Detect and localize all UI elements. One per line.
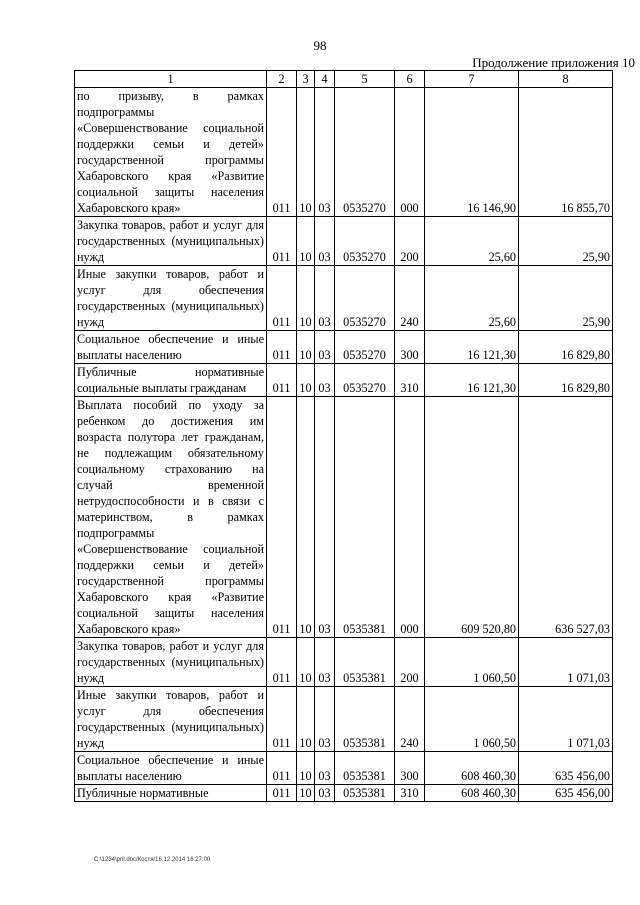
table-row <box>75 266 613 331</box>
code-expense-type: 200 <box>395 217 425 266</box>
amount-col8: 16 855,70 <box>519 88 613 217</box>
item-name: Публичные нормативные <box>75 785 267 802</box>
code-expense-type: 240 <box>395 687 425 752</box>
code-expense-type: 200 <box>395 638 425 687</box>
code-target: 0535270 <box>335 364 395 397</box>
code-target: 0535270 <box>335 266 395 331</box>
item-name: Социальное обеспечение и иные выплаты населению <box>75 752 267 785</box>
code-subsection: 03 <box>315 397 335 638</box>
amount-col7: 609 520,80 <box>425 397 519 638</box>
amount-col7: 1 060,50 <box>425 687 519 752</box>
code-section: 10 <box>297 638 315 687</box>
code-target: 0535270 <box>335 331 395 364</box>
code-subsection: 03 <box>315 88 335 217</box>
item-name: Социальное обеспечение и иные выплаты населению <box>75 331 267 364</box>
amount-col8: 16 829,80 <box>519 364 613 397</box>
code-ministry: 011 <box>267 785 297 802</box>
code-expense-type: 000 <box>395 88 425 217</box>
amount-col7: 608 460,30 <box>425 752 519 785</box>
appendix-caption: Продолжение приложения 10 <box>472 55 635 70</box>
amount-col8: 16 829,80 <box>519 331 613 364</box>
code-expense-type: 300 <box>395 331 425 364</box>
amount-col8: 635 456,00 <box>519 752 613 785</box>
code-section: 10 <box>297 88 315 217</box>
code-section: 10 <box>297 217 315 266</box>
code-section: 10 <box>297 364 315 397</box>
header-cell: 6 <box>395 71 425 88</box>
table-row <box>75 331 613 364</box>
amount-col8: 1 071,03 <box>519 638 613 687</box>
amount-col7: 16 121,30 <box>425 364 519 397</box>
table-row <box>75 364 613 397</box>
table-row <box>75 752 613 785</box>
amount-col8: 25,90 <box>519 266 613 331</box>
code-expense-type: 310 <box>395 364 425 397</box>
code-subsection: 03 <box>315 638 335 687</box>
code-ministry: 011 <box>267 331 297 364</box>
code-target: 0535381 <box>335 397 395 638</box>
item-name: Выплата пособий по уходу за ребенком до достижения им возраста полутора лет гражданам, не подлежащим обязательному социальному страхованию на случай временной нетрудоспособности и в связи с материнством, в рамках подпрограммы «Совершенствование социальной поддержки семьи и детей» государственной программы Хабаровского края «Развитие социальной защиты населения Хабаровского края» <box>75 397 267 638</box>
code-ministry: 011 <box>267 638 297 687</box>
code-subsection: 03 <box>315 687 335 752</box>
page-number: 98 <box>313 38 327 53</box>
header-cell: 1 <box>75 71 267 88</box>
table-row <box>75 785 613 802</box>
code-target: 0535270 <box>335 217 395 266</box>
code-subsection: 03 <box>315 364 335 397</box>
code-section: 10 <box>297 397 315 638</box>
item-name: Публичные нормативные социальные выплаты гражданам <box>75 364 267 397</box>
code-ministry: 011 <box>267 752 297 785</box>
amount-col7: 1 060,50 <box>425 638 519 687</box>
header-cell: 7 <box>425 71 519 88</box>
table-row <box>75 638 613 687</box>
code-target: 0535270 <box>335 88 395 217</box>
code-target: 0535381 <box>335 785 395 802</box>
amount-col8: 635 456,00 <box>519 785 613 802</box>
item-name: Закупка товаров, работ и услуг для государственных (муниципальных) нужд <box>75 217 267 266</box>
code-subsection: 03 <box>315 785 335 802</box>
code-section: 10 <box>297 687 315 752</box>
amount-col7: 25,60 <box>425 217 519 266</box>
code-ministry: 011 <box>267 266 297 331</box>
code-subsection: 03 <box>315 217 335 266</box>
code-section: 10 <box>297 266 315 331</box>
item-name: по призыву, в рамках подпрограммы «Совершенствование социальной поддержки семьи и детей» государственной программы Хабаровского края «Развитие социальной защиты населения Хабаровского края» <box>75 88 267 217</box>
budget-table <box>74 70 613 802</box>
amount-col8: 636 527,03 <box>519 397 613 638</box>
amount-col8: 25,90 <box>519 217 613 266</box>
header-cell: 8 <box>519 71 613 88</box>
table-row <box>75 397 613 638</box>
amount-col7: 608 460,30 <box>425 785 519 802</box>
header-cell: 2 <box>267 71 297 88</box>
amount-col7: 25,60 <box>425 266 519 331</box>
table-row <box>75 687 613 752</box>
item-name: Иные закупки товаров, работ и услуг для обеспечения государственных (муниципальных) нужд <box>75 687 267 752</box>
code-target: 0535381 <box>335 687 395 752</box>
code-expense-type: 300 <box>395 752 425 785</box>
code-section: 10 <box>297 752 315 785</box>
amount-col7: 16 146,90 <box>425 88 519 217</box>
amount-col7: 16 121,30 <box>425 331 519 364</box>
item-name: Закупка товаров, работ и услуг для государственных (муниципальных) нужд <box>75 638 267 687</box>
code-subsection: 03 <box>315 331 335 364</box>
code-expense-type: 310 <box>395 785 425 802</box>
code-ministry: 011 <box>267 364 297 397</box>
code-target: 0535381 <box>335 752 395 785</box>
code-target: 0535381 <box>335 638 395 687</box>
code-expense-type: 240 <box>395 266 425 331</box>
code-subsection: 03 <box>315 752 335 785</box>
table-row <box>75 217 613 266</box>
amount-col8: 1 071,03 <box>519 687 613 752</box>
code-subsection: 03 <box>315 266 335 331</box>
code-ministry: 011 <box>267 397 297 638</box>
header-cell: 3 <box>297 71 315 88</box>
file-path-footer: C:\1234\pril.doc/Костя/16.12.2014 16:27:00 <box>94 857 211 863</box>
code-expense-type: 000 <box>395 397 425 638</box>
code-ministry: 011 <box>267 687 297 752</box>
table-row <box>75 88 613 217</box>
code-section: 10 <box>297 331 315 364</box>
code-ministry: 011 <box>267 88 297 217</box>
item-name: Иные закупки товаров, работ и услуг для обеспечения государственных (муниципальных) нужд <box>75 266 267 331</box>
header-cell: 5 <box>335 71 395 88</box>
code-section: 10 <box>297 785 315 802</box>
header-cell: 4 <box>315 71 335 88</box>
header-row <box>75 71 613 88</box>
code-ministry: 011 <box>267 217 297 266</box>
